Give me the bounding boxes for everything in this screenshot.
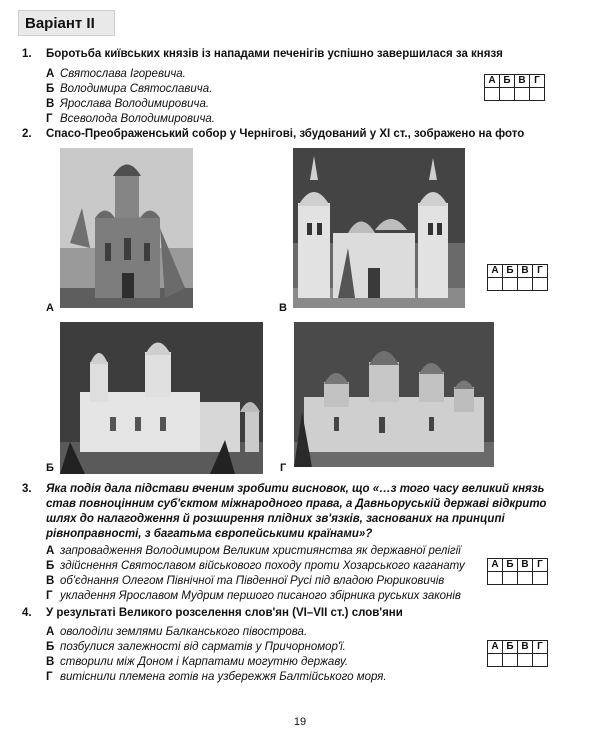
photo-label-v: В	[279, 302, 287, 314]
photo-label-b: Б	[46, 462, 54, 474]
answer-cell[interactable]	[485, 88, 500, 101]
page-number: 19	[293, 716, 307, 728]
option-d: Г витіснили племена готів на узбережжя Балтійського моря.	[46, 671, 387, 683]
variant-title: Варіант ІІ	[18, 10, 115, 36]
question-text: У результаті Великого розселення слов'ян (VI–VII ст.) слов'яни	[46, 607, 403, 619]
answer-grid-3: А Б В Г	[487, 558, 548, 585]
option-b: Б позбулися залежності від сарматів у Причорномор'ї.	[46, 641, 346, 653]
option-a: А Святослава Ігоревича.	[46, 68, 186, 80]
question-number: 3.	[22, 483, 32, 495]
photo-v	[293, 148, 465, 308]
answer-grid-1: А Б В Г	[484, 74, 545, 101]
church-photo-g	[294, 322, 494, 467]
photo-label-g: Г	[280, 462, 287, 474]
option-c: В об'єднання Олегом Північної та Південної Русі під владою Рюриковичів	[46, 575, 445, 587]
question-number: 2.	[22, 128, 32, 140]
answer-cell[interactable]	[503, 654, 518, 667]
question-2	[22, 127, 582, 145]
answer-cell[interactable]	[500, 88, 515, 101]
photo-label-a: А	[46, 302, 54, 314]
question-text: Боротьба київських князів із нападами печенігів успішно завершилася за князя	[46, 48, 503, 60]
option-d: Г Всеволода Володимировича.	[46, 113, 215, 125]
photo-g	[294, 322, 494, 467]
answer-cell[interactable]	[533, 572, 548, 585]
option-c: В Ярослава Володимировича.	[46, 98, 210, 110]
answer-cell[interactable]	[503, 572, 518, 585]
answer-cell[interactable]	[518, 654, 533, 667]
answer-cell[interactable]	[530, 88, 545, 101]
option-a: А запровадження Володимиром Великим християнства як державної релігії	[46, 545, 461, 557]
question-number: 4.	[22, 607, 32, 619]
answer-cell[interactable]	[533, 654, 548, 667]
question-number: 1.	[22, 48, 32, 60]
answer-cell[interactable]	[503, 278, 518, 291]
church-photo-v	[293, 148, 465, 308]
church-photo-b	[60, 322, 263, 474]
church-photo-a	[60, 148, 193, 308]
photo-b	[60, 322, 263, 474]
answer-cell[interactable]	[533, 278, 548, 291]
option-c: В створили між Доном і Карпатами могутню державу.	[46, 656, 349, 668]
option-b: Б Володимира Святославича.	[46, 83, 213, 95]
photo-a	[60, 148, 193, 308]
option-a: А оволоділи землями Балканського півострова.	[46, 626, 308, 638]
answer-cell[interactable]	[515, 88, 530, 101]
question-text: Спасо-Преображенський собор у Чернігові, збудований у XI ст., зображено на фото	[46, 128, 525, 140]
answer-cell[interactable]	[488, 572, 503, 585]
question-text: Яка подія дала підстави вченим зробити висновок, що «…з того часу великий князь став повноцінним суб'єктом міжнародного права, а Давньоруській державі відкрито шлях до налагодження й розширення плідних зв'язків, заснованих на принципі рівноправності, з багатьма європейськими країнами»?	[46, 483, 547, 540]
answer-cell[interactable]	[488, 654, 503, 667]
answer-cell[interactable]	[488, 278, 503, 291]
answer-grid-2: А Б В Г	[487, 264, 548, 291]
option-d: Г укладення Ярославом Мудрим першого писаного збірника руських законів	[46, 590, 461, 602]
answer-cell[interactable]	[518, 278, 533, 291]
answer-cell[interactable]	[518, 572, 533, 585]
option-b: Б здійснення Святославом військового походу проти Хозарського каганату	[46, 560, 465, 572]
answer-grid-4: А Б В Г	[487, 640, 548, 667]
